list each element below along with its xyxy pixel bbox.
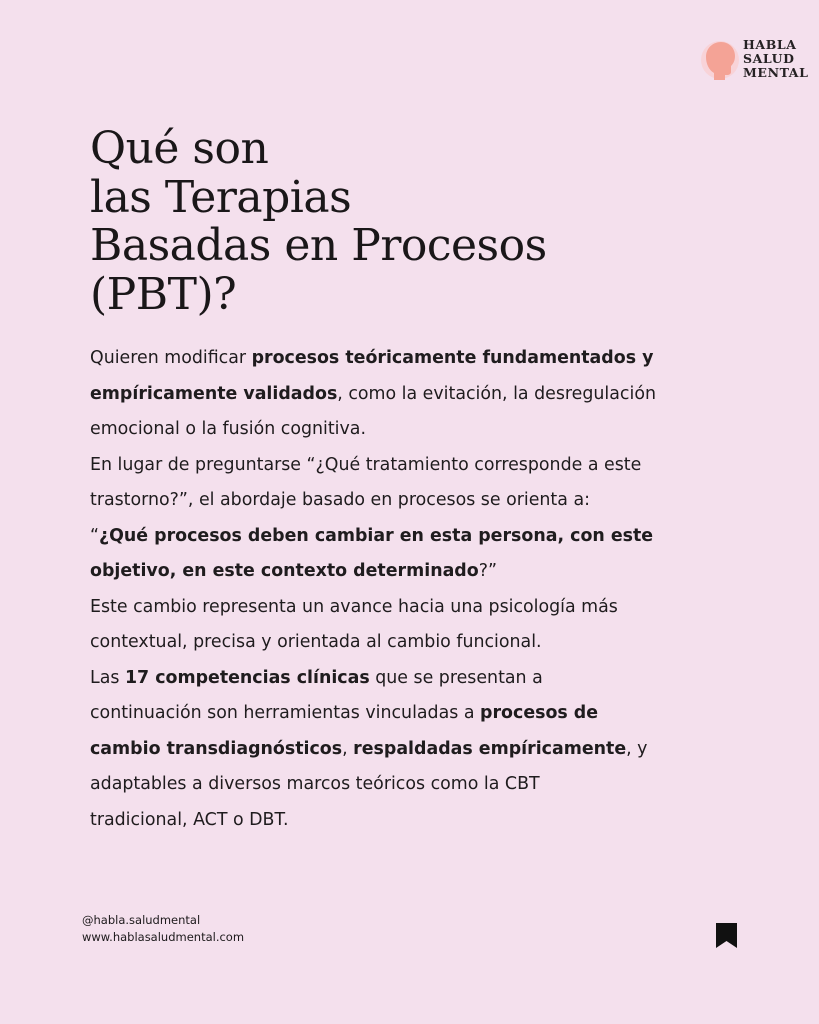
- title-line-4: (PBT)?: [90, 268, 237, 320]
- body-line: Este cambio representa un avance hacia una psicología más: [90, 596, 618, 617]
- body-line: emocional o la fusión cognitiva.: [90, 419, 366, 439]
- bookmark-icon[interactable]: [716, 923, 737, 948]
- text-run: ?”: [478, 561, 497, 581]
- body-text: [90, 341, 750, 838]
- brand-logo: [700, 38, 809, 83]
- bold-run: respaldadas empíricamente: [353, 738, 627, 759]
- body-line: [90, 377, 750, 413]
- text-run: Las: [90, 667, 125, 688]
- title-line-3: Basadas en Procesos: [90, 220, 547, 271]
- title-line-1: Qué son: [90, 123, 269, 174]
- speech-bubble-head-icon: [700, 39, 740, 83]
- logo-line-1: HABLA: [743, 37, 797, 52]
- text-run: “: [90, 525, 100, 546]
- text-run: ,: [342, 738, 354, 759]
- body-line: [90, 661, 750, 697]
- body-line: adaptables a diversos marcos teóricos como la CBT: [90, 774, 540, 794]
- text-run: , como la evitación, la desregulación: [337, 383, 656, 404]
- bold-run: cambio transdiagnósticos: [90, 738, 343, 759]
- text-run: continuación son herramientas vinculadas a: [90, 703, 481, 723]
- body-line: [90, 519, 750, 555]
- bold-run: empíricamente validados: [90, 383, 338, 404]
- body-line: tradicional, ACT o DBT.: [90, 809, 289, 830]
- body-line: En lugar de preguntarse “¿Qué tratamiento corresponde a este: [90, 454, 642, 475]
- body-line: contextual, precisa y orientada al cambio funcional.: [90, 632, 542, 652]
- text-run: , y: [626, 738, 648, 759]
- bold-run: ¿Qué procesos deben cambiar en esta persona, con este: [99, 525, 654, 546]
- social-handle[interactable]: @habla.saludmental: [82, 913, 201, 927]
- title-line-2: las Terapias: [90, 171, 352, 223]
- logo-wordmark: [743, 38, 809, 80]
- logo-line-2: SALUD: [743, 51, 795, 66]
- bold-run: procesos teóricamente fundamentados y: [251, 348, 654, 368]
- text-run: Quieren modificar: [90, 348, 252, 368]
- body-line: trastorno?”, el abordaje basado en procesos se orienta a:: [90, 490, 590, 510]
- text-run: que se presentan a: [369, 667, 543, 688]
- body-line: [90, 554, 750, 590]
- footer: [82, 912, 244, 946]
- bold-run: objetivo, en este contexto determinado: [90, 561, 479, 581]
- website-link[interactable]: www.hablasaludmental.com: [82, 930, 245, 944]
- logo-line-3: MENTAL: [743, 65, 809, 80]
- bold-run: 17 competencias clínicas: [124, 667, 370, 688]
- body-line: [90, 732, 750, 768]
- body-line: [90, 341, 750, 377]
- page-title: [90, 125, 547, 319]
- bold-run: procesos de: [480, 703, 599, 723]
- body-line: [90, 696, 750, 732]
